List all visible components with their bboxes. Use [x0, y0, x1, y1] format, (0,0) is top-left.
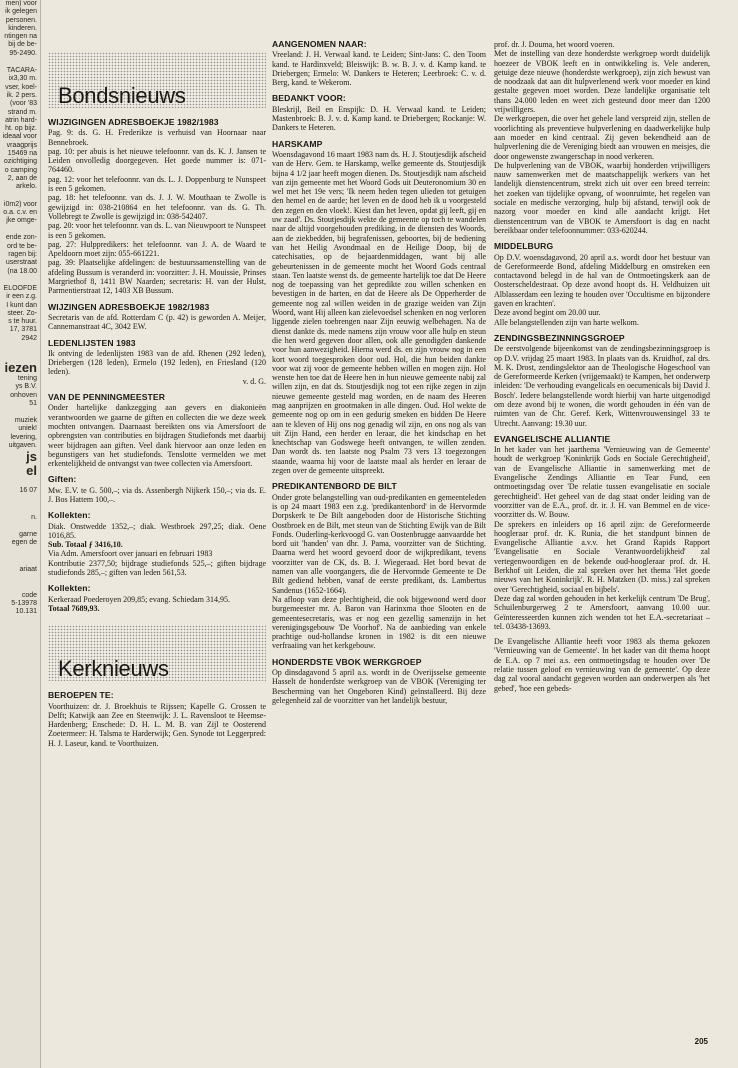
gutter-text-line: js [26, 449, 37, 465]
gutter-text-line: strand m. [7, 108, 37, 116]
paragraph: pag. 10: per abuis is het nieuwe telefoonnr. van ds. K. J. Jansen te Leiden onvolledig doorgegeven. Het goede nummer is: 071-764460. [48, 146, 266, 175]
gutter-text-line: 10.131 [15, 608, 37, 616]
column-2 [272, 40, 486, 705]
paragraph: De Evangelische Alliantie heeft voor 1983 als thema gekozen 'Vernieuwing van de Gemeente'. In het kader van dit thema hoopt de E.A. op 7 mei a.s. een ontmoetingsdag te houden over 'De relatie tussen geloof en vernieuwing van de gemeente'. Op deze dag zal vooral aandacht gegeven worden aan onderwerpen als 'het gebed', 'hoe een gebeds- [494, 637, 710, 693]
gutter-text-line [0, 548, 40, 557]
paragraph: pag. 20: voor het telefoonnr. van ds. L. van Nieuwpoort te Nunspeet is een 5 gekomen. [48, 221, 266, 240]
gutter-text-line: bij de be- [8, 41, 37, 49]
paragraph: Met de instelling van deze honderdste werkgroep wordt duidelijk hoezeer de VBOK leeft en in ontwikkeling is. Vele anderen, getuige deze nieuwe (honderdste werkgroep), zijn zich bewust van de noodzaak dat aan dit hulpverlenend werk voor moeder en kind gestalte gegeven moet worden. Deze landelijke organisatie telt thans 24.000 leden en weet zich gesteund door meer dan 1200 vrijwilligers. [494, 49, 710, 115]
gutter-text-line: ir een z.g. [6, 293, 37, 301]
section-banner-bondsnieuws [48, 52, 266, 108]
gutter-text-line [0, 505, 40, 514]
heading: Giften: [48, 474, 77, 485]
gutter-text-line: vraagprijs [6, 141, 37, 149]
banner-title: Bondsnieuws [58, 82, 186, 108]
gutter-text-line: ik gelegen [5, 8, 37, 16]
gutter-text-line [0, 478, 40, 487]
gutter-text-line: personen. [5, 16, 37, 24]
gutter-text-line: jke omge- [6, 217, 37, 225]
paragraph: Kerkeraad Poederoyen 209,85; evang. Schiedam 314,95. [48, 594, 230, 604]
gutter-text-line: levering, [10, 433, 37, 441]
heading: Kollekten: [48, 510, 91, 521]
gutter-text-line: ntingen na [4, 33, 37, 41]
gutter-text-line: 95-2490. [9, 49, 37, 57]
gutter-text-line [0, 408, 40, 417]
paragraph: De hulpverlening van de VBOK, waarbij honderden vrijwilligers nauw samenwerken met de maatschappelijk werkers van het landelijk dienstencentrum, strekt zich uit over een breed terrein: het zoeken van tijdelijke opvang, of woonruimte, het regelen van sociale en medische verzorging, hulp bij afstand, terwijl ook de nazorg voor moeder en kind alle aandacht krijgt. Het dienstencentrum van de VBOK te Amersfoort is dag en nacht bereikbaar onder telefoonnummer: 033-620244. [494, 160, 710, 235]
gutter-text-line [0, 276, 40, 285]
gutter-text-line: 17, 3781 [9, 326, 37, 334]
signature: v. d. G. [242, 376, 266, 386]
paragraph: Kontributie 2377,50; bijdrage studiefonds 525,–; giften bijdrage studiefonds 285,–; giften van leden 561,53. [48, 558, 266, 578]
gutter-text-line: onhoven [10, 391, 37, 399]
paragraph: Op D.V. woensdagavond, 20 april a.s. wordt door het bestuur van de Gereformeerde Bond, afdeling Middelburg en omstreken een contactavond belegd in de hal van de Ontmoetingskerk aan de Oosterscheldestraat. Op deze avond hoopt ds. H. Veldhuizen uit Alblasserdam een lezing te houden over 'Occultisme en bijzondere gaven en krachten'. [494, 252, 710, 309]
gutter-text-line [0, 58, 40, 67]
paragraph: Na afloop van deze plechtigheid, die ook bijgewoond werd door burgemeester mr. A. Baron van Harinxma thoe Slooten en de gemeentesecretaris, was er nog een gezellig samenzijn in het verenigingsgebouw 'De Voorhof'. Na de aanbieding van enkele prachtige oud-hollandse kronen in 1982 is dit een nieuwe verfraaiing van het kerkgebouw. [272, 594, 486, 651]
gutter-text-line: atrin hard- [5, 116, 37, 124]
gutter-text-line: uniek! [18, 425, 37, 433]
left-page-edge-column [0, 0, 41, 1068]
paragraph: Onder hartelijke dankzegging aan gevers en diakonieën verantwoorden we gaarne de giften en collecten die we deze week mochten ontvangen. Daarnaast bereikten ons via Amersfoort de opbrengsten van contributies en bijdragen Studiefonds met daarbij weer bijdragen aan giften. Veel dank hiervoor aan onze leden en begunstigers van het studiefonds. Tenslotte vermelden we met erkentelijkheid de ontvangst van twee collecten via Amersfoort. [48, 403, 266, 469]
gutter-text-line: 5-13978 [11, 600, 37, 608]
gutter-text-line: code [21, 591, 37, 599]
gutter-text-line: o.a. c.v. en [3, 208, 37, 216]
gutter-text-line: (voor '83 [9, 100, 37, 108]
paragraph: De eerstvolgende bijeenkomst van de zendingsbezinningsgroep is op D.V. vrijdag 25 maart 1983. In plaats van ds. Kruidhof, zal drs. M. K. Drost, zendingslektor aan de Theologische Hogeschool van de Gereformeerde Kerken (vrijgemaakt) te Kampen, het onderwerp inleiden: 'De verhouding evangelicals en oecumenicals bij David J. Bosch'. Iedere belangstellende wordt hierbij van harte uitgenodigd om deze avond bij te wonen, die wordt gehouden in één van de ruimten van de Chr. Geref. Kerk, Wittenvrouwensingel 33 te Utrecht. Aanvang: 19.30 uur. [494, 344, 710, 428]
paragraph: pag. 39: Plaatselijke afdelingen: de bestuurssamenstelling van de afdeling Bussum is veranderd in: voorzitter: J. H. Mouissie, Prinses Margriethof 8, 1411 BW Naarden; secretaris: H. van der Hulst, Parmentierstraat 12, 1403 XB Bussum. [48, 258, 266, 296]
gutter-text-line: ix3,30 m. [8, 75, 37, 83]
heading: MIDDELBURG [494, 241, 554, 252]
paragraph: Deze avond begint om 20.00 uur. [494, 308, 601, 318]
paragraph: De sprekers en inleiders op 16 april zijn: de Gereformeerde hoogleraar prof. dr. K. Runia, die het standpunt binnen de Evangelische Alliantie a.v.v. het Grand Rapids Rapport 'Evangelisatie en Sociale Verantwoordelijkheid' zal vertegenwoordigen en de bekende oud-hoogleraar prof. dr. H. Berkhof uit Leiden, die zal spreken over het thema 'Het goede nieuws van het Koninkrijk'. R. H. Matzken (D. miss.) zal spreken over 'Gerechtigheid, sociaal en bijbels'. [494, 519, 710, 594]
heading: WIJZINGEN ADRESBOEKJE 1982/1983 [48, 301, 210, 312]
paragraph: prof. dr. J. Douma, het woord voeren. [494, 40, 615, 49]
gutter-text-line [0, 192, 40, 201]
gutter-text-line [0, 225, 40, 234]
gutter-text-line: i0m2) voor [3, 200, 37, 208]
heading: PREDIKANTENBORD DE BILT [272, 481, 397, 492]
paragraph: In het kader van het jaarthema 'Vernieuwing van de Gemeente' houdt de werkgroep 'Koninkrijk Gods en Sociale Gerechtigheid', van de Evangelische Alliantie in samenwerking met de Evangelische Zendings Alliantie en Tear Fund, een ontmoetingsdag over 'De relatie tussen evangelisatie en sociale gerechtigheid'. Het geheel van de dag staat onder leiding van de voorzitter van de E.A., prof. dr. ir. J. H. van Bemmel en de vice-voorzitter ds. W. Bouw. [494, 445, 710, 520]
heading: ZENDINGSBEZINNINGSGROEP [494, 332, 625, 343]
gutter-text-line: vser, koel- [5, 83, 37, 91]
column-1 [48, 40, 266, 748]
subtotal: Sub. Totaal ƒ 3416,10. [48, 540, 123, 550]
gutter-text-line: o camping [4, 166, 37, 174]
gutter-text-line [0, 557, 40, 566]
gutter-text-line: ELOOFDE [3, 284, 37, 292]
gutter-text-line: arkelo. [15, 183, 37, 191]
gutter-text-line: ozichtiging [3, 158, 37, 166]
heading: AANGENOMEN NAAR: [272, 40, 367, 49]
gutter-text-line: ideaal voor [2, 133, 37, 141]
paragraph: Pag. 9: ds. G. H. Frederikze is verhuisd van Hoornaar naar Bennebroek. [48, 128, 266, 147]
gutter-text-line: men) voor [5, 0, 37, 7]
heading: HONDERDSTE VBOK WERKGROEP [272, 656, 422, 667]
section-banner-kerknieuws [48, 625, 266, 681]
paragraph: pag. 12: voor het telefoonnr. van ds. L. J. Doppenburg te Nunspeet is een 5 gekomen. [48, 174, 266, 194]
heading: BEDANKT VOOR: [272, 93, 346, 104]
paragraph: De werkgroepen, die over het gehele land verspreid zijn, stellen de voorlichting als preventieve hulpverlening en daadwerkelijke hulp aan moeder en kind centraal. Zij geven bekendheid aan de hulpverlening die de Vereniging biedt aan vrouwen en meisjes, die door ongewenste zwangerschap in nood verkeren. [494, 114, 710, 161]
heading: HARSKAMP [272, 138, 323, 149]
paragraph: Woensdagavond 16 maart 1983 nam ds. H. J. Stoutjesdijk afscheid van de Herv. Gem. te Harskamp, welke gemeente ds. Stoutjesdijk bijna 4 1/2 jaar heeft mogen dienen. Ds. Stoutjesdijk nam afscheid van zijn gemeente met het Woord Gods uit Deuteronomium 30 en wel met het 19e vers; 'Ik neem heden tegen ulieden tot getuigen den hemel en de aarde; het leven en de dood heb ik u voorgesteld den zegen en den vloek!. Kiest dan het leven, opdat gij leeft, gij en uw zaad'. Ds. Stoutjesdijk wekte de gemeente op toch te wandelen naar de altijd voorgehouden prediking, in de diensten des Woords, aan de ziekbedden, bij begrafenissen, geboortes, bij de bediening van het Heilig Avondmaal en de Heilige Doop, bij de catechisaties, op de bejaardenmiddagen, want bij alle gebeurtenissen in de gemeente mocht het Woord Gods centraal staan. Ten laatste wenst ds. de gemeente hartelijk toe dat De Heere nog de toepassing van het gepredikte zou willen schenken en bevestigen in de harten, en dat de Heere als De Opperherder de gemeente nog zal willen weiden in de grazige weiden van Zijn Woord, want Hij alleen kan zielevoedsel schenken en nog verloren liggende zielen toebrengen naar Zijn eeuwig welbehagen. Na de dienst dankte ds. mede namens zijn vrouw voor alle hulp en steun die hen werd gegeven door allen, ook alle genodigden dankende voor hun aanwezigheid. Hierna werd ds. en zijn vrouw nog in een kort woord toegesproken door oud. Hol, die hun beiden dankte voor wat zij voor de gemeente hebben willen en mogen zijn. Hol wenste hen toe dat de Heere hen in hun nieuwe gemeente nabij zal willen zijn, en dat ds. Stoutjesdijk nog tot een rijke zegen in zijn nieuwe gemeente gesteld mag worden, en de naam des Heeren mag aanprijzen en grootmaken in alle dingen. Oud. Hol wekte de gemeente nog op om in een gedurig smeken en bidden De Heere aan te kleven of Hij ons nog genadig wil zijn, en ons nog als van uit Zijn Hand, een herder en leraar, die het kindschap en het knechtschap van Godswege heeft ontvangen, te willen zenden. Dan wordt ds. ten laatste nog Psalm 73 vers 13 toegezongen staande, waarna hij voor de laatste maal als herder en leraar de zegen over de gemeente uitspreekt. [272, 149, 486, 476]
paragraph: Alle belangstellenden zijn van harte welkom. [494, 317, 639, 327]
gutter-text-line [0, 574, 40, 583]
paragraph: Vreeland: J. H. Verwaal kand. te Leiden; Sint-Jans: C. den Toom kand. te Hardinxveld; Bleiswijk: B. w. B. J. v. d. Kamp kand. te Driebergen; Ermelo: W. Dankers te Heteren; Leerbroek: C. v. d. Berg, kand. te Wekerom. [272, 50, 486, 88]
gutter-text-line: kinderen. [8, 24, 37, 32]
gutter-text-line: 15469 na [7, 150, 37, 158]
gutter-text-line: muziek [14, 417, 37, 425]
gutter-text-line: ariaat [19, 565, 37, 573]
gutter-text-line: ende zon- [5, 234, 37, 242]
paragraph: Via Adm. Amersfoort over januari en februari 1983 [48, 549, 213, 559]
gutter-text-line: s te huur. [8, 318, 37, 326]
column-3 [494, 40, 710, 693]
paragraph: Secretaris van de afd. Rotterdam C (p. 42) is geworden A. Meijer, Cannemanstraat 4C, 3042 EW. [48, 312, 266, 332]
gutter-text-line: 2942 [21, 334, 37, 342]
total: Totaal 7689,93. [48, 603, 100, 613]
page-number: 205 [694, 1037, 708, 1046]
gutter-text-line: n. [31, 513, 37, 521]
paragraph: pag. 27: Hulppredikers: het telefoonnr. van J. A. de Waard te Apeldoorn moet zijn: 055-661221. [48, 239, 266, 259]
gutter-text-line: ys B.V. [15, 383, 37, 391]
gutter-text-line: garne [19, 530, 37, 538]
paragraph: Onder grote belangstelling van oud-predikanten en gemeenteleden is op 24 maart 1983 een z.g. 'predikantenbord' in de Hervormde Dorpskerk te De Bilt aangeboden door de Historische Stichting Oostbroek en de Bilt, met steun van de Stichting Ewijk van de Bilt Fonds. Ouderling-kerkvoogd G. van Oostenbrugge aanvaardde het bord uit 'handen' van dhr. J. Pama, voorzitter van de Stichting. Daarna werd het woord gevoerd door de wijkpredikant, tevens voorzitter van de CK, ds. B. J. Wiegeraad. Het bord bevat de namen van alle voorgangers, die de Hervormde Gemeente te De Bilt gediend hebben, vanaf de eerste predikant, ds. Lambertus Sandenus (1652-1664). [272, 492, 486, 595]
paragraph: Deze dag zal worden gehouden in het kerkelijk centrum 'De Brug', Schuilenburgerweg 2 te Amersfoort, aanvang 10.00 uur. Geïnteresseerden kunnen zich wenden tot het E.A.-secretariaat – tel. 03438-13693. [494, 593, 710, 631]
paragraph: Diak. Onstwedde 1352,–; diak. Westbroek 297,25; diak. Oene 1016,85. [48, 521, 266, 540]
gutter-text-line: el [26, 463, 37, 479]
gutter-text-line: I kunt dan [6, 301, 37, 309]
heading: EVANGELISCHE ALLIANTIE [494, 433, 611, 444]
paragraph: Op dinsdagavond 5 april a.s. wordt in de Overijsselse gemeente Hasselt de honderdste werkgroep van de VBOK (Vereniging ter Bescherming van het Ongeboren Kind) geïnstalleerd. Bij deze gelegenheid zal de voorzitter van het landelijk bestuur, [272, 668, 486, 705]
paragraph: Voorthuizen: dr. J. Broekhuis te Rijssen; Kapelle G. Crossen te Delft; Katwijk aan Zee en Steenwijk: J. L. Ravensloot te Heemse-Hardenberg; Enschede: D. H. L. M. B. van Zijl te Oosterend Zoetermeer: H. Talsma te Harderwijk; Gen. Synode tot Leggerpred: H. J. Laseur, kand. te Voorthuizen. [48, 701, 266, 748]
gutter-text-line: ragen bij: [8, 251, 37, 259]
gutter-text-line: ik. 2 pers. [6, 91, 37, 99]
paragraph: Bleskrijl, Beil en Enspijk: D. H. Verwaal kand. te Leiden; Mastenbroek: B. J. v. d. Kamp kand. te Driebergen; Rockanje: W. Dankers te Heteren. [272, 104, 486, 133]
heading: LEDENLIJSTEN 1983 [48, 337, 136, 348]
gutter-text-line: steer. Zo- [7, 309, 37, 317]
paragraph: Mw. E.V. te G. 500,–; via ds. Assenbergh Nijkerk 150,–; via ds. E. J. Bos Hattem 100,–. [48, 485, 266, 504]
gutter-text-line: 16 07 [19, 487, 37, 495]
gutter-text-line: TACARA- [6, 67, 37, 75]
gutter-text-line: 2, aan de [7, 174, 37, 182]
gutter-text-line [0, 496, 40, 505]
gutter-text-line: uitgaven. [8, 442, 37, 450]
gutter-text-line: iezen [4, 359, 37, 375]
gutter-text-line: 51 [29, 399, 37, 407]
banner-title: Kerknieuws [58, 655, 169, 681]
gutter-text-line [0, 343, 40, 352]
paragraph: Ik ontving de ledenlijsten 1983 van de afd. Rhenen (292 leden), Driebergen (128 leden), Ermelo (192 leden), en Friesland (120 leden). [48, 348, 266, 377]
heading: WIJZIGINGEN ADRESBOEKJE 1982/1983 [48, 117, 219, 127]
paragraph: pag. 18: het telefoonnr. van ds. J. J. W. Mouthaan te Zwolle is gewijzigd in: 038-210864 en het telefoonnr. van ds. G. Th. Vollebregt te Zwolle is gewijzigd in: 038-542407. [48, 193, 266, 221]
gutter-text-line: egen de [11, 539, 37, 547]
gutter-text-line [0, 522, 40, 531]
heading: Kollekten: [48, 583, 91, 594]
gutter-text-line: tening [17, 374, 37, 382]
gutter-text-line: ord te be- [7, 242, 37, 250]
gutter-text-line [0, 583, 40, 592]
gutter-text-line: (na 18.00 [7, 267, 37, 275]
gutter-text-line: userstraat [5, 259, 37, 267]
heading: BEROEPEN TE: [48, 690, 114, 701]
heading: VAN DE PENNINGMEESTER [48, 392, 166, 403]
gutter-text-line: ht. op bijz. [5, 125, 37, 133]
